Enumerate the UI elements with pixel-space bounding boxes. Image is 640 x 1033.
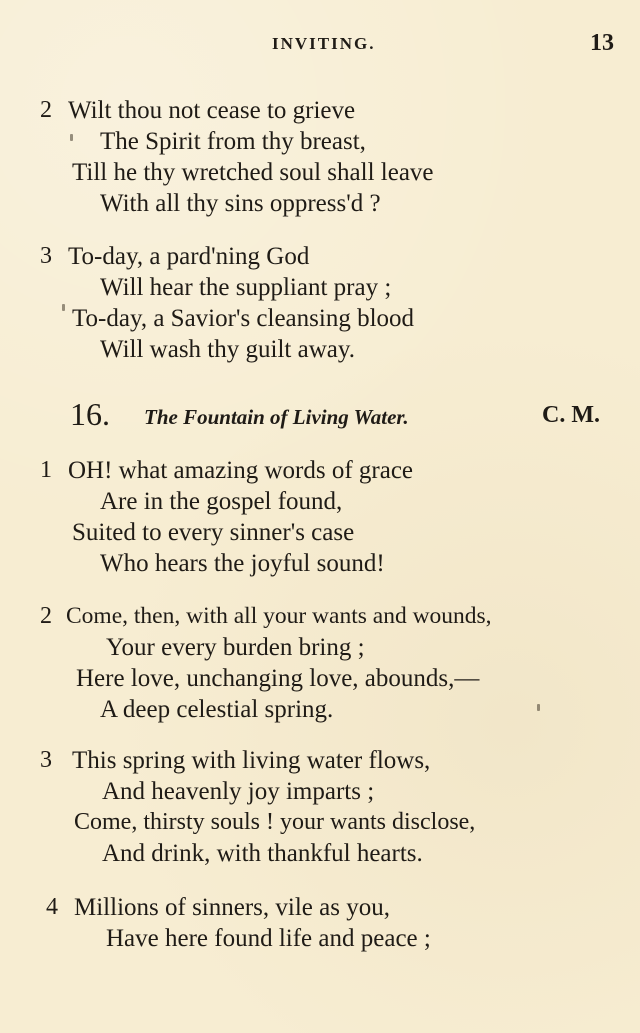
- stanza-number: 1: [40, 457, 52, 483]
- hymn-stanza-2: [0, 601, 640, 725]
- stanza-line-text: And heavenly joy imparts ;: [102, 778, 375, 805]
- stanza-line-text: This spring with living water flows,: [72, 747, 431, 774]
- stanza-line-text: Have here found life and peace ;: [106, 925, 431, 952]
- stanza-line-text: To-day, a Savior's cleansing blood: [72, 305, 415, 332]
- top-stanza-3: [0, 241, 640, 365]
- stanza-line: [0, 663, 640, 694]
- stanza-line-text: To-day, a pard'ning God: [68, 243, 310, 270]
- stanza-line: [0, 334, 640, 365]
- stanza-number: 2: [40, 603, 52, 629]
- page-header: [0, 30, 640, 60]
- stanza-line: [0, 95, 640, 126]
- stanza-line-text: Here love, unchanging love, abounds,—: [76, 665, 480, 692]
- stanza-line: [0, 126, 640, 157]
- print-speck: [70, 134, 73, 141]
- running-head: INVITING.: [272, 34, 376, 53]
- stanza-line: [0, 807, 640, 838]
- stanza-number: 2: [40, 97, 52, 123]
- stanza-line-text: Wilt thou not cease to grieve: [68, 97, 356, 124]
- stanza-number: 4: [46, 894, 58, 920]
- hymn-stanza-3: [0, 745, 640, 869]
- stanza-line-text: Come, thirsty souls ! your wants disclose,: [74, 809, 476, 835]
- stanza-line: [0, 517, 640, 548]
- stanza-line: [0, 157, 640, 188]
- stanza-line: [0, 601, 640, 632]
- stanza-line: [0, 272, 640, 303]
- stanza-line-text: Till he thy wretched soul shall leave: [72, 159, 434, 186]
- top-stanza-2: [0, 95, 640, 219]
- stanza-line-text: OH! what amazing words of grace: [68, 457, 414, 484]
- stanza-line: [0, 923, 640, 954]
- page-number: 13: [590, 30, 614, 56]
- stanza-line-text: The Spirit from thy breast,: [100, 128, 366, 155]
- hymn-number: 16.: [70, 396, 110, 432]
- hymn-title: The Fountain of Living Water.: [144, 405, 409, 429]
- stanza-line: [0, 548, 640, 579]
- stanza-line: [0, 892, 640, 923]
- stanza-line-text: Will hear the suppliant pray ;: [100, 274, 392, 301]
- stanza-line-text: Who hears the joyful sound!: [100, 550, 385, 577]
- hymn-heading: [0, 396, 640, 436]
- print-speck: [62, 304, 65, 311]
- stanza-line-text: Your every burden bring ;: [106, 634, 365, 661]
- stanza-line: [0, 838, 640, 869]
- stanza-line-text: Come, then, with all your wants and wounds,: [66, 603, 492, 629]
- stanza-line: [0, 241, 640, 272]
- stanza-line-text: Are in the gospel found,: [100, 488, 343, 515]
- stanza-line-text: And drink, with thankful hearts.: [102, 840, 423, 867]
- stanza-number: 3: [40, 243, 52, 269]
- hymn-stanza-1: [0, 455, 640, 579]
- stanza-line-text: Millions of sinners, vile as you,: [74, 894, 390, 921]
- hymn-stanza-4: [0, 892, 640, 954]
- hymn-meter: C. M.: [542, 402, 600, 428]
- stanza-line-text: Will wash thy guilt away.: [100, 336, 355, 363]
- print-speck: [537, 704, 540, 711]
- stanza-number: 3: [40, 747, 52, 773]
- stanza-line-text: With all thy sins oppress'd ?: [100, 190, 381, 217]
- stanza-line: [0, 486, 640, 517]
- stanza-line: [0, 632, 640, 663]
- stanza-line: [0, 188, 640, 219]
- stanza-line: [0, 745, 640, 776]
- stanza-line: [0, 776, 640, 807]
- stanza-line-text: Suited to every sinner's case: [72, 519, 355, 546]
- stanza-line: [0, 303, 640, 334]
- stanza-line: [0, 694, 640, 725]
- stanza-line-text: A deep celestial spring.: [100, 696, 334, 723]
- stanza-line: [0, 455, 640, 486]
